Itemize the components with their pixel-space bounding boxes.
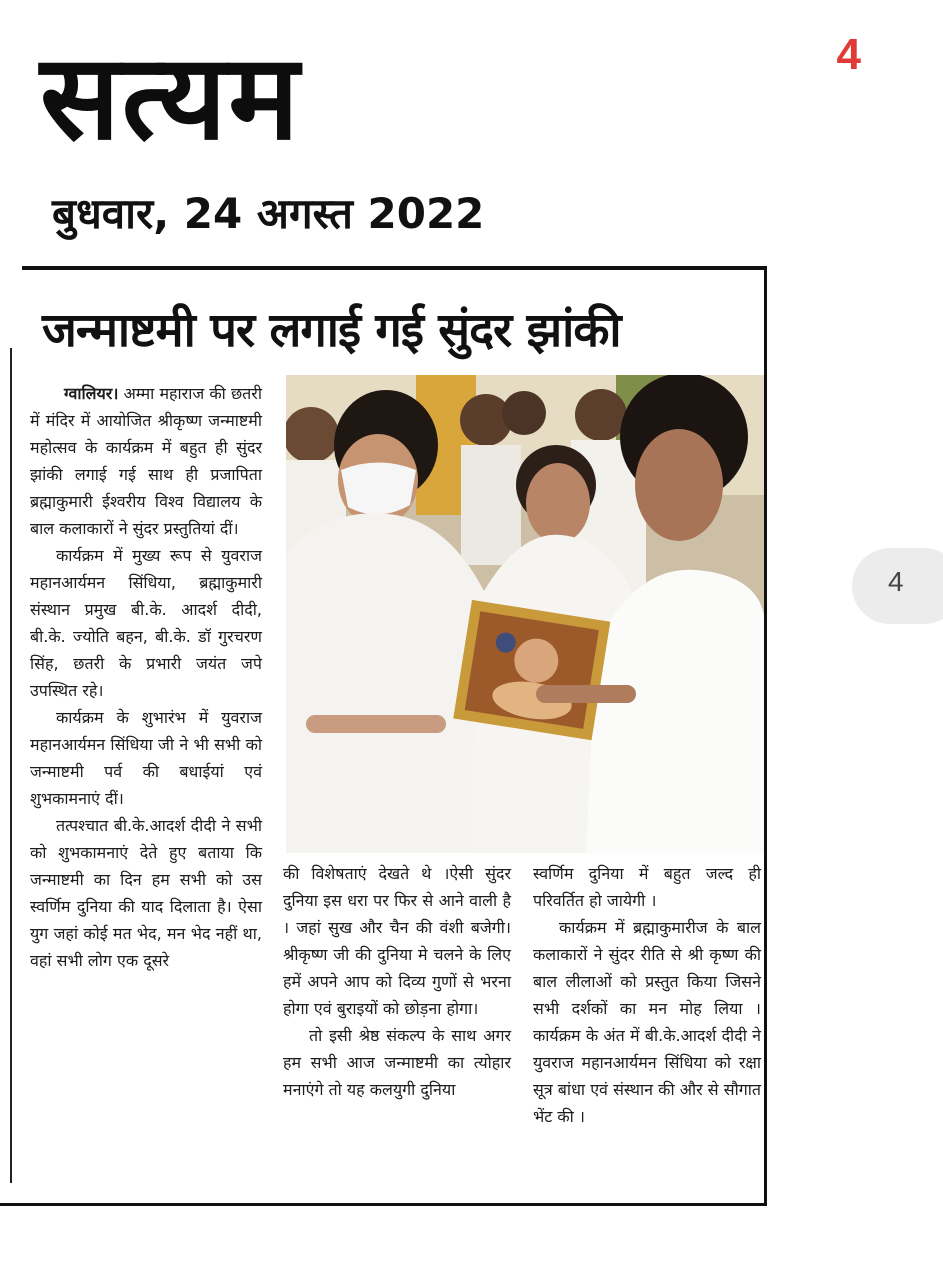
event-photo — [286, 375, 764, 853]
page-number: 4 — [836, 30, 861, 79]
article-column-2 — [283, 860, 511, 1103]
bottom-rule — [0, 1203, 767, 1206]
article-column-3 — [533, 860, 761, 1130]
article-photo — [286, 375, 764, 853]
article-paragraph: कार्यक्रम के शुभारंभ में युवराज महानआर्यमन सिंधिया जी ने भी सभी को जन्माष्टमी पर्व की बधाईयां एवं शुभकामनाएं दीं। — [30, 708, 262, 808]
headline: जन्माष्टमी पर लगाई गई सुंदर झांकी — [42, 303, 621, 358]
left-rule — [10, 348, 12, 1183]
top-rule — [22, 266, 764, 270]
article-paragraph: कार्यक्रम में मुख्य रूप से युवराज महानआर्यमन सिंधिया, ब्रह्माकुमारी संस्थान प्रमुख बी.के. आदर्श दीदी, बी.के. ज्योति बहन, बी.के. डॉ गुरचरण सिंह, छतरी के प्रभारी जयंत जपे उपस्थित रहे। — [30, 546, 262, 700]
article-column-1 — [30, 380, 262, 974]
right-rule — [764, 266, 767, 1206]
dateline: ग्वालियर। — [64, 384, 119, 403]
article-paragraph: कार्यक्रम में ब्रह्माकुमारीज के बाल कलाकारों ने सुंदर रीति से श्री कृष्ण की बाल लीलाओं को प्रस्तुत किया जिसने सभी दर्शकों का मन मोह लिया । कार्यक्रम के अंत में बी.के.आदर्श दीदी ने युवराज महानआर्यमन सिंधिया को रक्षा सूत्र बांधा एवं संस्थान की और से सौगात भेंट की । — [533, 918, 761, 1126]
page-indicator-tab[interactable] — [852, 548, 943, 624]
article-paragraph: स्वर्णिम दुनिया में बहुत जल्द ही परिवर्तित हो जायेगी । — [533, 864, 761, 910]
page-indicator-label: 4 — [888, 566, 904, 597]
article-paragraph: ग्वालियर। अम्मा महाराज की छतरी में मंदिर में आयोजित श्रीकृष्ण जन्माष्टमी महोत्सव के कार्यक्रम में बहुत ही सुंदर झांकी लगाई गई साथ ही प्रजापिता ब्रह्माकुमारी ईश्वरीय विश्व विद्यालय के बाल कलाकारों ने सुंदर प्रस्तुतियां दीं। — [30, 384, 262, 538]
article-paragraph: तत्पश्चात बी.के.आदर्श दीदी ने सभी को शुभकामनाएं देते हुए बताया कि जन्माष्टमी का दिन हम सभी को उस स्वर्णिम दुनिया की याद दिलाता है। ऐसा युग जहां कोई मत भेद, मन भेद नहीं था, वहां सभी लोग एक दूसरे — [30, 816, 262, 970]
masthead: सत्यम — [40, 28, 301, 166]
article-paragraph: तो इसी श्रेष्ठ संकल्प के साथ अगर हम सभी आज जन्माष्टमी का त्योहार मनाएंगे तो यह कलयुगी दुनिया — [283, 1026, 511, 1099]
article-paragraph: की विशेषताएं देखते थे ।ऐसी सुंदर दुनिया इस धरा पर फिर से आने वाली है । जहां सुख और चैन की वंशी बजेगी। श्रीकृष्ण जी की दुनिया मे चलने के लिए हमें अपने आप को दिव्य गुणों से भरना होगा एवं बुराइयों को छोड़ना होगा। — [283, 864, 511, 1018]
issue-date: बुधवार, 24 अगस्त 2022 — [52, 189, 485, 238]
